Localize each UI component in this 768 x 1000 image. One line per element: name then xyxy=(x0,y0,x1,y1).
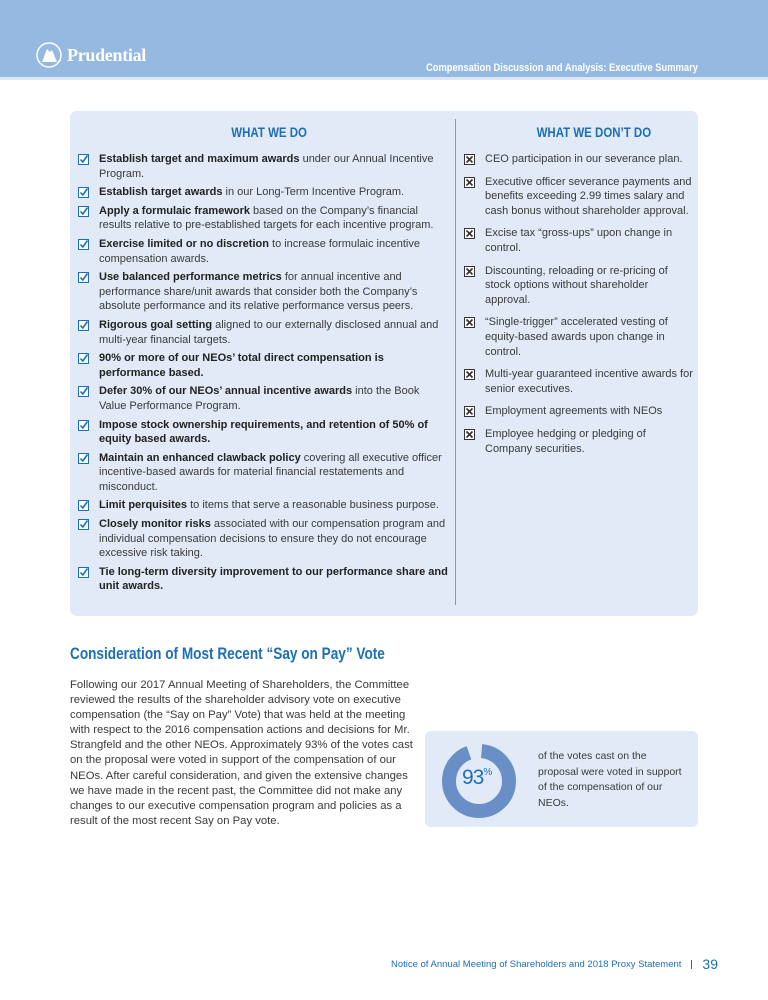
checkbox-checked-icon xyxy=(78,500,89,511)
do-item-text: to increase formulaic incentive compensation awards. xyxy=(99,237,420,265)
do-item-text: aligned to our externally disclosed annual and multi-year financial targets. xyxy=(99,318,439,346)
do-item xyxy=(99,185,449,200)
footer-text: Notice of Annual Meeting of Shareholders and 2018 Proxy Statement xyxy=(390,958,682,970)
do-item-text: for annual incentive and performance share/unit awards that consider both the Company’s absolute performance and its relative performance versus peers. xyxy=(99,271,418,313)
dont-item-text: Discounting, reloading or re-pricing of stock options without shareholder approval. xyxy=(485,264,668,306)
do-item-bold: Establish target awards xyxy=(99,186,223,199)
do-item-text: covering all executive officer incentive-based awards for material financial restatements and misconduct. xyxy=(99,451,442,493)
dont-item-text: Excise tax “gross-ups” upon change in control. xyxy=(485,227,673,254)
dont-item-text: CEO participation in our severance plan. xyxy=(485,153,683,165)
checkbox-checked-icon xyxy=(78,239,89,250)
do-item-bold: Closely monitor risks xyxy=(99,518,211,531)
checkbox-checked-icon xyxy=(78,453,89,464)
checkbox-checked-icon xyxy=(78,420,89,431)
column-divider xyxy=(455,119,456,605)
checkbox-checked-icon xyxy=(78,187,89,198)
checkbox-checked-icon xyxy=(78,154,89,165)
do-item xyxy=(99,270,449,314)
vote-description: of the votes cast on the proposal were voted in support of the compensation of our NEOs. xyxy=(538,750,682,809)
do-item-bold: Use balanced performance metrics xyxy=(99,271,282,284)
checkbox-x-icon xyxy=(464,177,475,188)
say-on-pay-paragraph: Following our 2017 Annual Meeting of Shareholders, the Committee reviewed the results of the shareholder advisory vote on executive compensation (the “Say on Pay” Vote) that was held at the meeting with respect to the 2016 compensation actions and decisions for Mr. Strangfeld and the other NEOs. Approximately 93% of the votes cast on the proposal were voted in support of the compensation of our NEOs. After careful consideration, and given the extensive changes we have made in the recent past, the Committee did not make any changes to our executive compensation program and policies as a result of the most recent Say on Pay vote. xyxy=(70,679,413,827)
do-item xyxy=(99,351,449,380)
do-item-text: to items that serve a reasonable business purpose. xyxy=(187,499,439,512)
do-item-text: associated with our compensation program and individual compensation decisions to ensure they do not encourage excessive risk taking. xyxy=(99,518,446,560)
dont-item xyxy=(485,226,695,255)
do-item-bold: Tie long-term diversity improvement to our performance share and unit awards. xyxy=(99,565,448,593)
dont-item-text: “Single-trigger” accelerated vesting of equity-based awards upon change in control. xyxy=(485,316,668,358)
do-item-bold: Apply a formulaic framework xyxy=(99,204,250,217)
dont-item xyxy=(485,404,695,419)
do-item-bold: Impose stock ownership requirements, and retention of 50% of equity based awards. xyxy=(99,418,428,446)
checkbox-x-icon xyxy=(464,228,475,239)
do-item-text: into the Book Value Performance Program. xyxy=(99,385,420,412)
do-item xyxy=(99,565,449,594)
page-number: 39 xyxy=(702,956,718,972)
do-item-bold: Maintain an enhanced clawback policy xyxy=(99,451,301,464)
dont-item xyxy=(485,152,695,167)
section-title: Compensation Discussion and Analysis: Executive Summary xyxy=(426,62,698,74)
checkbox-x-icon xyxy=(464,369,475,380)
brand-name: Prudential xyxy=(67,44,147,65)
checkbox-x-icon xyxy=(464,406,475,417)
dont-item xyxy=(485,175,695,219)
do-item xyxy=(99,204,449,233)
checkbox-checked-icon xyxy=(78,386,89,397)
footer-separator xyxy=(691,960,692,969)
do-item xyxy=(99,318,449,347)
do-item xyxy=(99,418,449,447)
checkbox-checked-icon xyxy=(78,567,89,578)
dont-item-text: Multi-year guaranteed incentive awards for senior executives. xyxy=(485,368,693,395)
do-item xyxy=(99,384,449,413)
checkbox-checked-icon xyxy=(78,206,89,217)
what-we-dont-do-list xyxy=(485,152,695,456)
dont-item xyxy=(485,264,695,308)
do-item-bold: 90% or more of our NEOs’ total direct compensation is performance based. xyxy=(99,352,384,379)
checkbox-x-icon xyxy=(464,317,475,328)
do-item xyxy=(99,152,449,181)
what-we-do-list xyxy=(99,152,449,594)
rock-logo-icon xyxy=(36,42,62,68)
do-item-bold: Limit perquisites xyxy=(99,499,188,512)
do-item-bold: Establish target and maximum awards xyxy=(99,153,300,165)
page-header xyxy=(0,0,768,80)
dont-item xyxy=(485,315,695,359)
do-item-bold: Rigorous goal setting xyxy=(99,318,213,331)
do-item-bold: Defer 30% of our NEOs’ annual incentive awards xyxy=(99,385,353,398)
do-item-bold: Exercise limited or no discretion xyxy=(99,237,269,250)
do-item xyxy=(99,451,449,495)
vote-percent: 93% xyxy=(462,766,492,789)
do-item xyxy=(99,498,449,513)
dont-item xyxy=(485,427,695,456)
checkbox-checked-icon xyxy=(78,320,89,331)
say-on-pay-heading: Consideration of Most Recent “Say on Pay” Vote xyxy=(70,644,385,663)
do-item xyxy=(99,517,449,561)
do-item-text: under our Annual Incentive Program. xyxy=(99,153,434,180)
checkbox-checked-icon xyxy=(78,353,89,364)
what-we-do-heading: WHAT WE DO xyxy=(231,124,307,140)
checkbox-checked-icon xyxy=(78,519,89,530)
what-we-dont-do-heading: WHAT WE DON’T DO xyxy=(536,124,652,140)
vote-stat-card xyxy=(425,731,698,827)
page-footer xyxy=(391,956,718,972)
checkbox-x-icon xyxy=(464,266,475,277)
checkbox-x-icon xyxy=(464,429,475,440)
dont-item xyxy=(485,367,695,396)
prudential-logo xyxy=(36,42,146,68)
dont-item-text: Employment agreements with NEOs xyxy=(485,405,663,418)
checkbox-x-icon xyxy=(464,154,475,165)
checkbox-checked-icon xyxy=(78,272,89,283)
do-item-text: based on the Company’s financial results relative to pre-established targets for each incentive program. xyxy=(99,204,434,232)
do-item-text: in our Long-Term Incentive Program. xyxy=(222,186,405,199)
dont-item-text: Executive officer severance payments and benefits exceeding 2.99 times salary and cash bonus without shareholder approval. xyxy=(485,175,692,217)
do-item xyxy=(99,237,449,266)
dont-item-text: Employee hedging or pledging of Company securities. xyxy=(485,427,646,455)
